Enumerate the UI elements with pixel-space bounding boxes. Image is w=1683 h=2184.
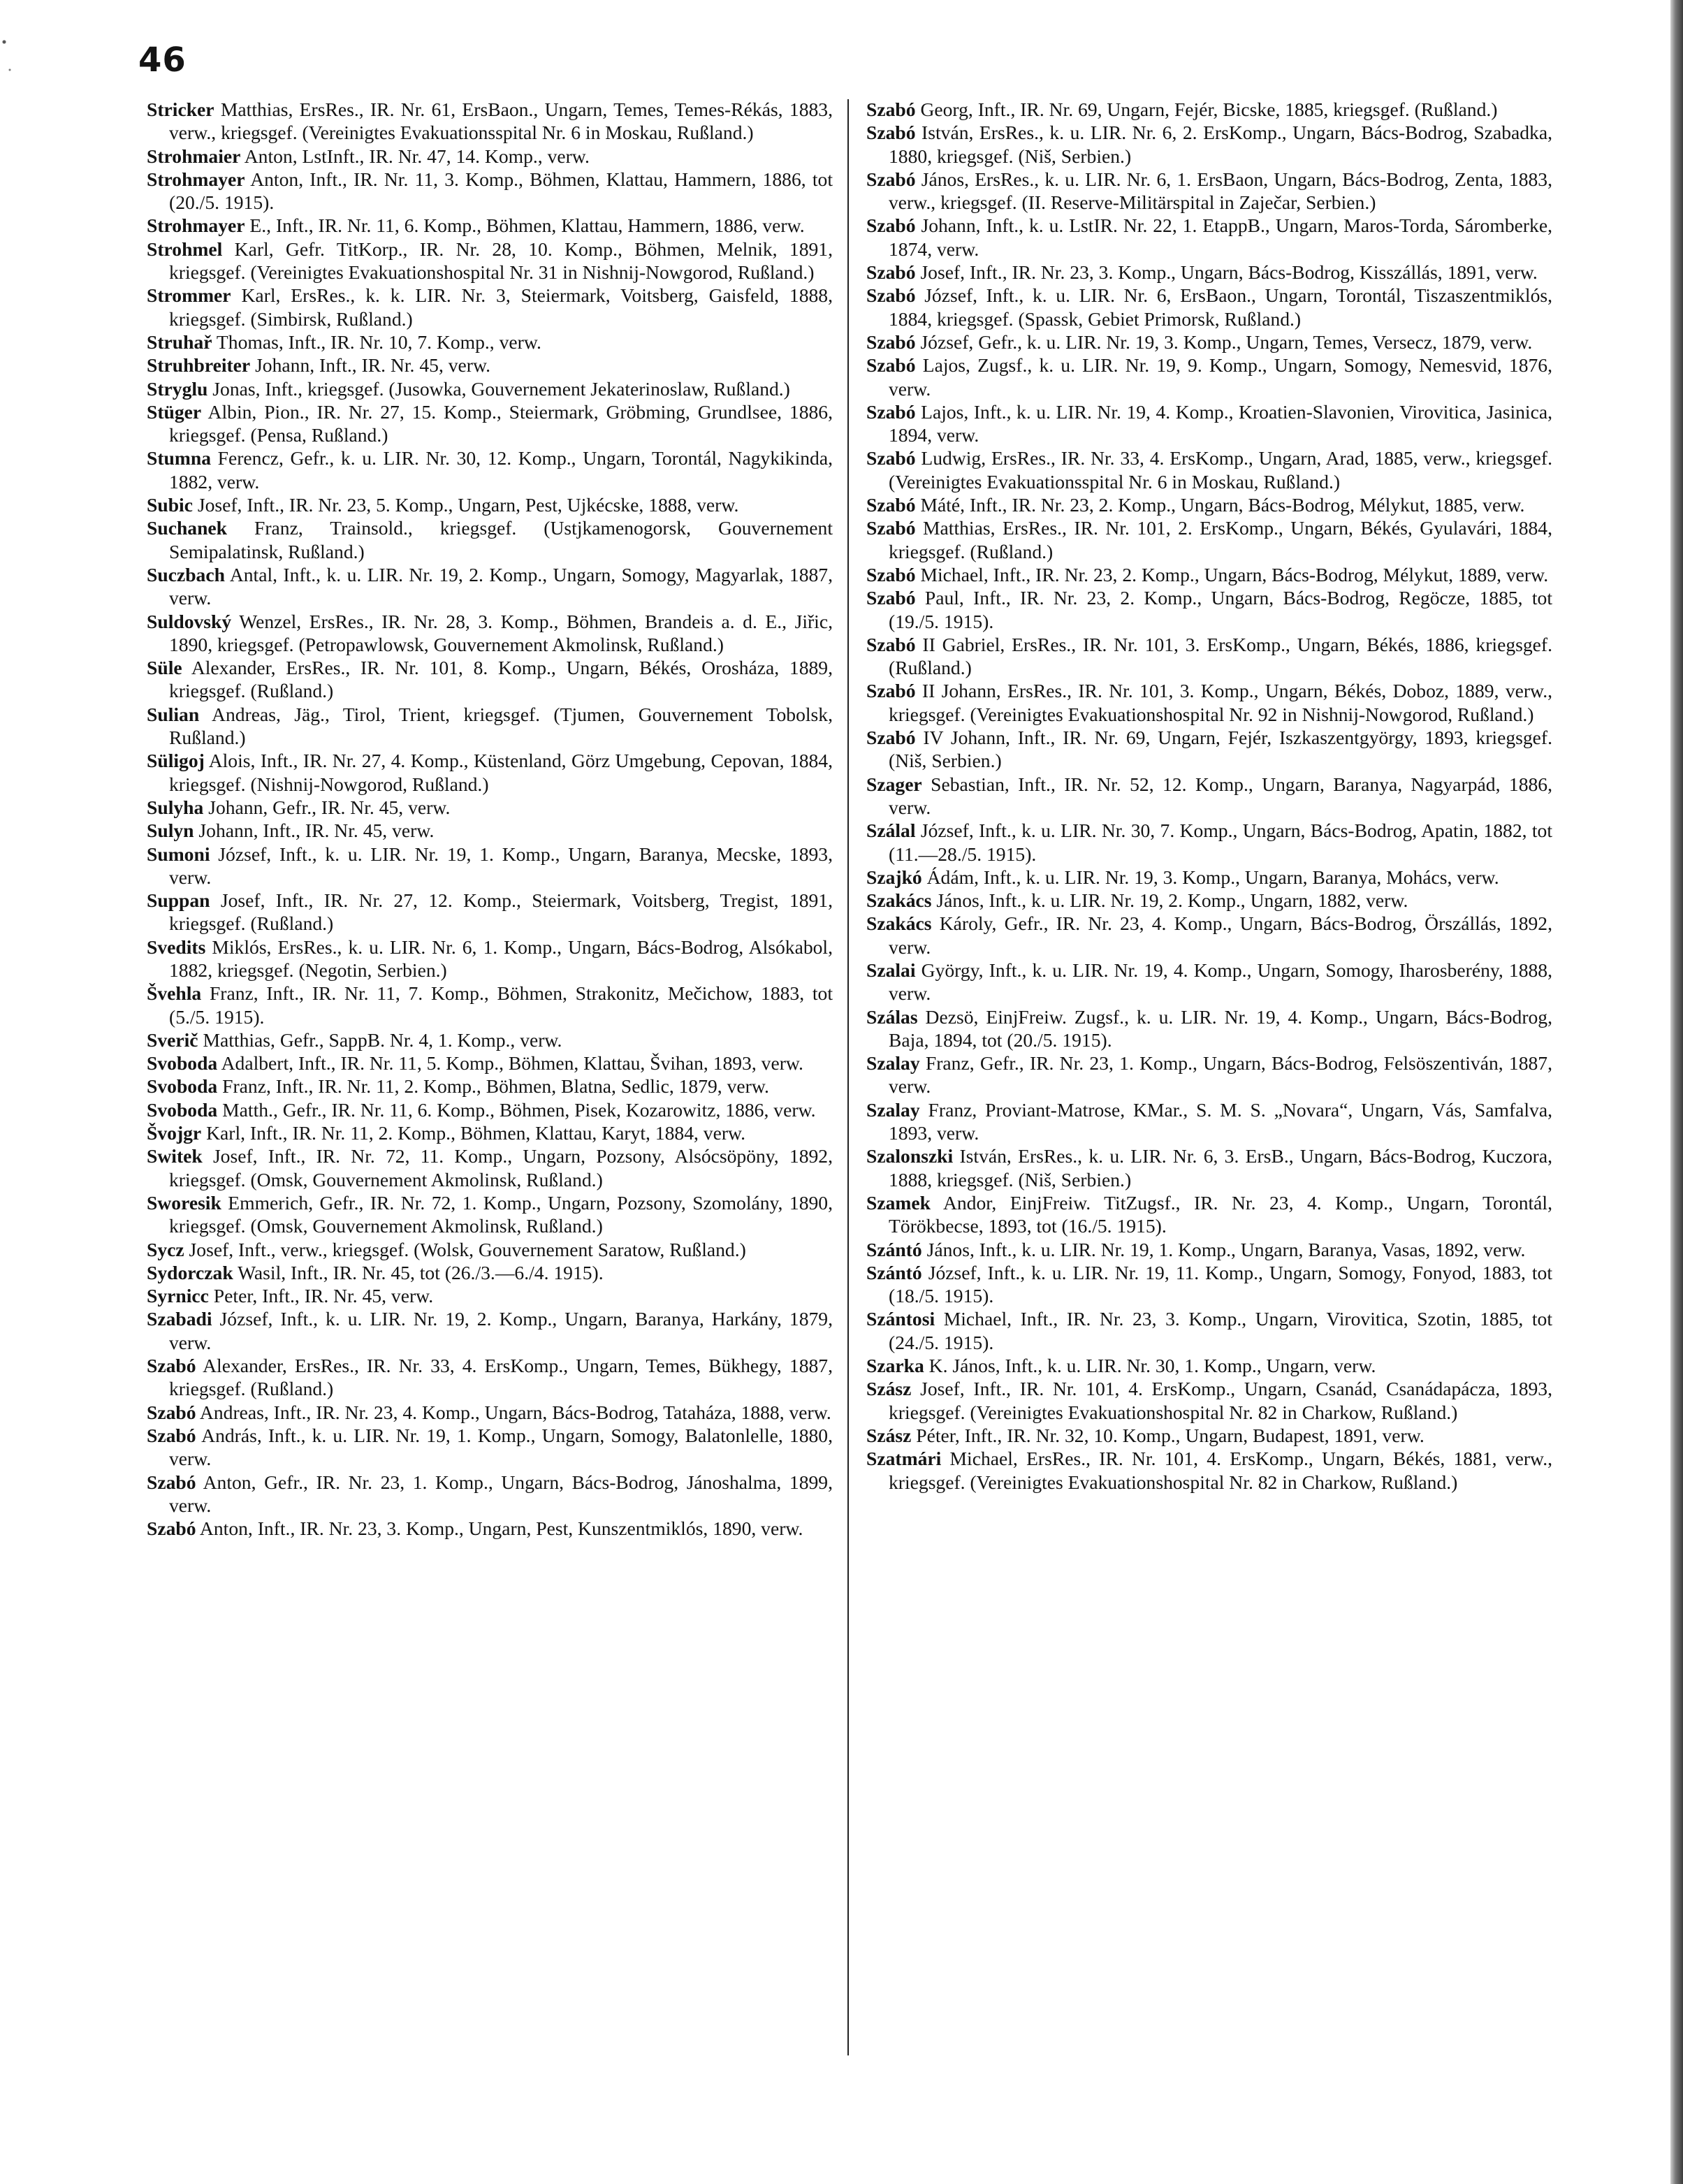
column-divider bbox=[847, 99, 849, 2055]
entry-details: Franz, Proviant-Matrose, KMar., S. M. S. „Novara“, Ungarn, Vás, Samfalva, 1893, verw. bbox=[889, 1098, 1552, 1144]
entry-surname: Szabó bbox=[147, 1355, 196, 1377]
entry-details: Franz, Inft., IR. Nr. 11, 2. Komp., Böhmen, Blatna, Sedlic, 1879, verw. bbox=[217, 1075, 769, 1098]
casualty-entry bbox=[147, 1261, 833, 1284]
casualty-entry bbox=[866, 1354, 1552, 1377]
casualty-entry bbox=[147, 563, 833, 610]
casualty-entry bbox=[147, 446, 833, 493]
casualty-entry bbox=[147, 982, 833, 1028]
casualty-entry bbox=[147, 330, 833, 354]
casualty-entry bbox=[866, 330, 1552, 354]
entry-details: József, Inft., k. u. LIR. Nr. 30, 7. Komp., Ungarn, Bács-Bodrog, Apatin, 1882, tot (11.—28./5. 1915). bbox=[889, 820, 1552, 865]
entry-surname: Szabó bbox=[866, 99, 916, 120]
entry-surname: Szalay bbox=[866, 1052, 920, 1075]
entry-details: Josef, Inft., verw., kriegsgef. (Wolsk, Gouvernement Saratow, Rußland.) bbox=[184, 1238, 746, 1260]
entry-surname: Szakács bbox=[866, 889, 932, 912]
entry-surname: Szabó bbox=[866, 727, 916, 749]
casualty-entry bbox=[866, 819, 1552, 866]
casualty-entry bbox=[147, 238, 833, 284]
casualty-entry bbox=[866, 1144, 1552, 1191]
casualty-entry bbox=[866, 214, 1552, 261]
entry-surname: Szabó bbox=[866, 680, 916, 702]
entry-surname: Szabó bbox=[866, 494, 916, 516]
entry-surname: Stumna bbox=[147, 447, 212, 469]
entry-surname: Szabó bbox=[866, 447, 916, 469]
entry-surname: Szabó bbox=[866, 587, 916, 609]
casualty-entry bbox=[147, 1121, 833, 1144]
entry-details: Franz, Trainsold., kriegsgef. (Ustjkamenogorsk, Gouvernement Semipalatinsk, Rußland.) bbox=[169, 517, 833, 562]
casualty-entry bbox=[866, 563, 1552, 586]
entry-details: Ferencz, Gefr., k. u. LIR. Nr. 30, 12. Komp., Ungarn, Torontál, Nagykikinda, 1882, verw. bbox=[169, 447, 833, 493]
entry-details: Péter, Inft., IR. Nr. 32, 10. Komp., Ungarn, Budapest, 1891, verw. bbox=[911, 1424, 1425, 1446]
entry-details: Michael, Inft., IR. Nr. 23, 3. Komp., Ungarn, Virovitica, Szotin, 1885, tot (24./5. 1915). bbox=[889, 1308, 1552, 1353]
entry-surname: Strohmayer bbox=[147, 214, 245, 237]
entry-details: Lajos, Zugsf., k. u. LIR. Nr. 19, 9. Komp., Ungarn, Somogy, Nemesvid, 1876, verw. bbox=[889, 354, 1552, 400]
casualty-entry bbox=[147, 819, 833, 842]
entry-surname: Szász bbox=[866, 1378, 912, 1400]
entry-surname: Suldovský bbox=[147, 610, 232, 632]
casualty-entry bbox=[147, 145, 833, 168]
casualty-entry bbox=[866, 633, 1552, 680]
casualty-entry bbox=[147, 1284, 833, 1307]
entry-surname: Sulian bbox=[147, 703, 200, 725]
entry-details: Lajos, Inft., k. u. LIR. Nr. 19, 4. Komp., Kroatien-Slavonien, Virovitica, Jasinica, 1894, verw. bbox=[889, 400, 1552, 446]
entry-surname: Szabó bbox=[866, 168, 916, 190]
casualty-entry bbox=[866, 1377, 1552, 1424]
casualty-entry bbox=[147, 796, 833, 819]
entry-details: Ádám, Inft., k. u. LIR. Nr. 19, 3. Komp., Ungarn, Baranya, Mohács, verw. bbox=[921, 866, 1499, 888]
casualty-entry bbox=[147, 749, 833, 796]
casualty-entry bbox=[866, 1051, 1552, 1098]
entry-details: István, ErsRes., k. u. LIR. Nr. 6, 3. ErsB., Ungarn, Bács-Bodrog, Kuczora, 1888, kriegsgef. (Niš, Serbien.) bbox=[889, 1145, 1552, 1191]
casualty-entry bbox=[147, 843, 833, 889]
casualty-entry bbox=[147, 98, 833, 145]
casualty-entry bbox=[866, 866, 1552, 889]
entry-surname: Strohmayer bbox=[147, 168, 245, 190]
casualty-entry bbox=[147, 168, 833, 214]
casualty-entry bbox=[147, 516, 833, 563]
entry-details: Franz, Inft., IR. Nr. 11, 7. Komp., Böhmen, Strakonitz, Mečichow, 1883, tot (5./5. 1915). bbox=[169, 982, 833, 1028]
casualty-entry bbox=[147, 1517, 833, 1540]
entry-details: János, Inft., k. u. LIR. Nr. 19, 2. Komp., Ungarn, 1882, verw. bbox=[931, 889, 1408, 912]
casualty-entry bbox=[147, 1471, 833, 1517]
casualty-entry bbox=[147, 1424, 833, 1471]
casualty-entry bbox=[866, 400, 1552, 447]
entry-surname: Szabó bbox=[866, 563, 916, 585]
entry-surname: Strohmel bbox=[147, 238, 223, 260]
entry-details: András, Inft., k. u. LIR. Nr. 19, 1. Komp., Ungarn, Somogy, Balatonlelle, 1880, verw. bbox=[169, 1424, 833, 1470]
casualty-entry bbox=[147, 1028, 833, 1051]
casualty-entry bbox=[147, 1075, 833, 1098]
entry-surname: Szabó bbox=[147, 1471, 196, 1493]
casualty-entry bbox=[866, 679, 1552, 726]
entry-surname: Szántó bbox=[866, 1261, 922, 1283]
entry-surname: Strommer bbox=[147, 284, 231, 307]
entry-details: Alexander, ErsRes., IR. Nr. 33, 4. ErsKomp., Ungarn, Temes, Bükhegy, 1887, kriegsgef. (Rußland.) bbox=[169, 1355, 833, 1400]
entry-surname: Szabó bbox=[866, 517, 916, 539]
entry-details: Miklós, ErsRes., k. u. LIR. Nr. 6, 1. Komp., Ungarn, Bács-Bodrog, Alsókabol, 1882, kriegsgef. (Negotin, Serbien.) bbox=[169, 936, 833, 981]
casualty-entry bbox=[866, 1098, 1552, 1145]
entry-surname: Szántosi bbox=[866, 1308, 935, 1330]
entry-details: Albin, Pion., IR. Nr. 27, 15. Komp., Steiermark, Gröbming, Grundlsee, 1886, kriegsgef. (Pensa, Rußland.) bbox=[169, 400, 833, 446]
casualty-entry bbox=[147, 1144, 833, 1191]
entry-details: Karl, Inft., IR. Nr. 11, 2. Komp., Böhmen, Klattau, Karyt, 1884, verw. bbox=[201, 1122, 746, 1144]
entry-surname: Sverič bbox=[147, 1028, 198, 1051]
entry-details: Johann, Inft., IR. Nr. 45, verw. bbox=[194, 820, 435, 842]
entry-details: Karl, Gefr. TitKorp., IR. Nr. 28, 10. Komp., Böhmen, Melnik, 1891, kriegsgef. (Vereinigtes Evakuationshospital Nr. 31 in Nishnij-Nowgorod, Rußland.) bbox=[169, 238, 833, 284]
entry-surname: Szabó bbox=[866, 354, 916, 377]
entry-surname: Strohmaier bbox=[147, 145, 241, 167]
entry-surname: Sydorczak bbox=[147, 1261, 233, 1283]
entry-surname: Švojgr bbox=[147, 1122, 202, 1144]
entry-details: Andor, EinjFreiw. TitZugsf., IR. Nr. 23, 4. Komp., Ungarn, Torontál, Törökbecse, 1893, tot (16./5. 1915). bbox=[889, 1191, 1552, 1237]
entry-surname: Struhbreiter bbox=[147, 354, 251, 377]
entry-surname: Szász bbox=[866, 1424, 912, 1446]
left-column bbox=[147, 98, 833, 1540]
entry-details: József, Inft., k. u. LIR. Nr. 19, 11. Komp., Ungarn, Somogy, Fonyod, 1883, tot (18./5. 1915). bbox=[889, 1261, 1552, 1307]
entry-surname: Szalai bbox=[866, 959, 916, 981]
casualty-entry bbox=[866, 446, 1552, 493]
entry-details: Ludwig, ErsRes., IR. Nr. 33, 4. ErsKomp., Ungarn, Arad, 1885, verw., kriegsgef. (Vereinigtes Evakuationsspital Nr. 6 in Moskau, Rußland.) bbox=[889, 447, 1552, 493]
entry-surname: Sulyha bbox=[147, 796, 204, 818]
casualty-entry bbox=[866, 889, 1552, 912]
scan-specks bbox=[0, 28, 15, 112]
entry-details: József, Inft., k. u. LIR. Nr. 19, 1. Komp., Ungarn, Baranya, Mecske, 1893, verw. bbox=[169, 843, 833, 888]
entry-details: Anton, Inft., IR. Nr. 11, 3. Komp., Böhmen, Klattau, Hammern, 1886, tot (20./5. 1915). bbox=[169, 168, 833, 214]
entry-details: József, Inft., k. u. LIR. Nr. 19, 2. Komp., Ungarn, Baranya, Harkány, 1879, verw. bbox=[169, 1308, 833, 1353]
entry-details: Matth., Gefr., IR. Nr. 11, 6. Komp., Böhmen, Pisek, Kozarowitz, 1886, verw. bbox=[217, 1098, 816, 1121]
entry-details: E., Inft., IR. Nr. 11, 6. Komp., Böhmen, Klattau, Hammern, 1886, verw. bbox=[245, 214, 805, 237]
casualty-entry bbox=[147, 703, 833, 750]
entry-surname: Svoboda bbox=[147, 1098, 218, 1121]
entry-details: Dezsö, EinjFreiw. Zugsf., k. u. LIR. Nr. 19, 4. Komp., Ungarn, Bács-Bodrog, Baja, 1894, tot (20./5. 1915). bbox=[889, 1005, 1552, 1051]
entry-surname: Szajkó bbox=[866, 866, 922, 888]
entry-surname: Syrnicc bbox=[147, 1285, 209, 1307]
entry-surname: Szabadi bbox=[147, 1308, 212, 1330]
casualty-entry bbox=[866, 726, 1552, 773]
entry-surname: Szalay bbox=[866, 1098, 920, 1121]
casualty-entry bbox=[147, 377, 833, 400]
entry-details: Andreas, Inft., IR. Nr. 23, 4. Komp., Ungarn, Bács-Bodrog, Tataháza, 1888, verw. bbox=[196, 1401, 831, 1423]
entry-surname: Szálal bbox=[866, 820, 916, 842]
entry-surname: Szabó bbox=[866, 284, 916, 307]
entry-details: Michael, Inft., IR. Nr. 23, 2. Komp., Ungarn, Bács-Bodrog, Mélykut, 1889, verw. bbox=[915, 563, 1549, 585]
entry-details: Antal, Inft., k. u. LIR. Nr. 19, 2. Komp., Ungarn, Somogy, Magyarlak, 1887, verw. bbox=[169, 563, 833, 609]
entry-surname: Szántó bbox=[866, 1238, 922, 1260]
entry-details: János, Inft., k. u. LIR. Nr. 19, 1. Komp., Ungarn, Baranya, Vasas, 1892, verw. bbox=[921, 1238, 1526, 1260]
entry-surname: Süle bbox=[147, 657, 182, 679]
entry-surname: Szabó bbox=[866, 122, 916, 144]
entry-details: János, ErsRes., k. u. LIR. Nr. 6, 1. ErsBaon, Ungarn, Bács-Bodrog, Zenta, 1883, verw., kriegsgef. (II. Reserve-Militärspital in Zaječar, Serbien.) bbox=[889, 168, 1552, 214]
entry-surname: Szabó bbox=[866, 261, 916, 284]
entry-surname: Szabó bbox=[866, 214, 916, 237]
entry-surname: Sworesik bbox=[147, 1191, 221, 1214]
entry-details: Károly, Gefr., IR. Nr. 23, 4. Komp., Ungarn, Bács-Bodrog, Örszállás, 1892, verw. bbox=[889, 912, 1552, 958]
entry-details: Matthias, ErsRes., IR. Nr. 101, 2. ErsKomp., Ungarn, Békés, Gyulavári, 1884, kriegsgef. (Rußland.) bbox=[889, 517, 1552, 562]
casualty-entry bbox=[866, 261, 1552, 284]
entry-surname: Szabó bbox=[147, 1424, 196, 1446]
entry-details: Anton, LstInft., IR. Nr. 47, 14. Komp., verw. bbox=[240, 145, 590, 167]
entry-details: Sebastian, Inft., IR. Nr. 52, 12. Komp., Ungarn, Baranya, Nagyarpád, 1886, verw. bbox=[889, 773, 1552, 818]
entry-details: II Johann, ErsRes., IR. Nr. 101, 3. Komp., Ungarn, Békés, Doboz, 1889, verw., kriegsgef. (Vereinigtes Evakuationshospital Nr. 92 in Nishnij-Nowgorod, Rußland.) bbox=[889, 680, 1552, 725]
entry-details: Karl, ErsRes., k. k. LIR. Nr. 3, Steiermark, Voitsberg, Gaisfeld, 1888, kriegsgef. (Simbirsk, Rußland.) bbox=[169, 284, 833, 330]
entry-surname: Stricker bbox=[147, 99, 214, 120]
casualty-entry bbox=[147, 1354, 833, 1401]
casualty-entry bbox=[147, 1238, 833, 1261]
entry-details: Matthias, Gefr., SappB. Nr. 4, 1. Komp., verw. bbox=[198, 1028, 562, 1051]
entry-details: Adalbert, Inft., IR. Nr. 11, 5. Komp., Böhmen, Klattau, Švihan, 1893, verw. bbox=[217, 1052, 803, 1075]
casualty-entry bbox=[866, 1424, 1552, 1447]
entry-surname: Suchanek bbox=[147, 517, 228, 539]
casualty-entry bbox=[866, 1005, 1552, 1052]
entry-surname: Svoboda bbox=[147, 1075, 218, 1098]
entry-details: Wenzel, ErsRes., IR. Nr. 28, 3. Komp., Böhmen, Brandeis a. d. E., Jiřic, 1890, kriegsgef. (Petropawlowsk, Gouvernement Akmolinsk, Rußland.) bbox=[169, 610, 833, 655]
entry-surname: Szalonszki bbox=[866, 1145, 954, 1167]
right-column bbox=[866, 98, 1552, 1494]
entry-details: IV Johann, Inft., IR. Nr. 69, Ungarn, Fejér, Iszkaszentgyörgy, 1893, kriegsgef. (Niš, Serbien.) bbox=[889, 727, 1552, 772]
page-number: 46 bbox=[138, 41, 187, 80]
casualty-entry bbox=[147, 656, 833, 703]
casualty-entry bbox=[147, 1051, 833, 1075]
entry-surname: Stryglu bbox=[147, 377, 208, 400]
entry-surname: Szabó bbox=[147, 1517, 196, 1540]
casualty-entry bbox=[147, 354, 833, 377]
entry-details: Emmerich, Gefr., IR. Nr. 72, 1. Komp., Ungarn, Pozsony, Szomolány, 1890, kriegsgef. (Omsk, Gouvernement Akmolinsk, Rußland.) bbox=[169, 1191, 833, 1237]
entry-details: Josef, Inft., IR. Nr. 72, 11. Komp., Ungarn, Pozsony, Alsócsöpöny, 1892, kriegsgef. (Omsk, Gouvernement Akmolinsk, Rußland.) bbox=[169, 1145, 833, 1191]
casualty-entry bbox=[866, 284, 1552, 330]
scan-edge-shadow bbox=[1670, 0, 1683, 2184]
entry-surname: Szabó bbox=[866, 400, 916, 423]
entry-details: Josef, Inft., IR. Nr. 101, 4. ErsKomp., Ungarn, Csanád, Csanádapácza, 1893, kriegsgef. (Vereinigtes Evakuationshospital Nr. 82 in Charkow, Rußland.) bbox=[889, 1378, 1552, 1423]
casualty-entry bbox=[147, 936, 833, 982]
entry-details: Wasil, Inft., IR. Nr. 45, tot (26./3.—6./4. 1915). bbox=[233, 1261, 604, 1283]
entry-surname: Subic bbox=[147, 494, 193, 516]
entry-details: Johann, Inft., k. u. LstIR. Nr. 22, 1. EtappB., Ungarn, Maros-Torda, Sáromberke, 1874, verw. bbox=[889, 214, 1552, 260]
casualty-entry bbox=[147, 1307, 833, 1354]
casualty-entry bbox=[147, 493, 833, 516]
entry-details: Paul, Inft., IR. Nr. 23, 2. Komp., Ungarn, Bács-Bodrog, Regöcze, 1885, tot (19./5. 1915). bbox=[889, 587, 1552, 632]
entry-details: K. János, Inft., k. u. LIR. Nr. 30, 1. Komp., Ungarn, verw. bbox=[924, 1355, 1376, 1377]
entry-surname: Svoboda bbox=[147, 1052, 218, 1075]
casualty-entry bbox=[147, 400, 833, 447]
entry-details: II Gabriel, ErsRes., IR. Nr. 101, 3. ErsKomp., Ungarn, Békés, 1886, kriegsgef. (Rußland.) bbox=[889, 633, 1552, 679]
entry-surname: Switek bbox=[147, 1145, 203, 1167]
entry-details: Alexander, ErsRes., IR. Nr. 101, 8. Komp., Ungarn, Békés, Orosháza, 1889, kriegsgef. (Rußland.) bbox=[169, 657, 833, 702]
entry-surname: Svedits bbox=[147, 936, 206, 958]
entry-details: Alois, Inft., IR. Nr. 27, 4. Komp., Küstenland, Görz Umgebung, Cepovan, 1884, kriegsgef. (Nishnij-Nowgorod, Rußland.) bbox=[169, 750, 833, 795]
entry-surname: Suppan bbox=[147, 889, 210, 912]
casualty-entry bbox=[147, 1191, 833, 1238]
entry-details: Josef, Inft., IR. Nr. 23, 5. Komp., Ungarn, Pest, Ujkécske, 1888, verw. bbox=[192, 494, 739, 516]
entry-surname: Suczbach bbox=[147, 563, 225, 585]
entry-details: Máté, Inft., IR. Nr. 23, 2. Komp., Ungarn, Bács-Bodrog, Mélykut, 1885, verw. bbox=[915, 494, 1525, 516]
entry-surname: Szatmári bbox=[866, 1448, 942, 1470]
entry-details: Michael, ErsRes., IR. Nr. 101, 4. ErsKomp., Ungarn, Békés, 1881, verw., kriegsgef. (Vereinigtes Evakuationshospital Nr. 82 in Charkow, Rußland.) bbox=[889, 1448, 1552, 1493]
entry-details: József, Inft., k. u. LIR. Nr. 6, ErsBaon., Ungarn, Torontál, Tiszaszentmiklós, 1884, kriegsgef. (Spassk, Gebiet Primorsk, Rußland.) bbox=[889, 284, 1552, 330]
casualty-entry bbox=[147, 610, 833, 657]
entry-details: Franz, Gefr., IR. Nr. 23, 1. Komp., Ungarn, Bács-Bodrog, Felsöszentiván, 1887, verw. bbox=[889, 1052, 1552, 1098]
casualty-entry bbox=[147, 214, 833, 237]
entry-details: Georg, Inft., IR. Nr. 69, Ungarn, Fejér, Bicske, 1885, kriegsgef. (Rußland.) bbox=[915, 99, 1498, 120]
entry-details: József, Gefr., k. u. LIR. Nr. 19, 3. Komp., Ungarn, Temes, Versecz, 1879, verw. bbox=[915, 330, 1533, 353]
casualty-entry bbox=[866, 354, 1552, 400]
entry-details: István, ErsRes., k. u. LIR. Nr. 6, 2. ErsKomp., Ungarn, Bács-Bodrog, Szabadka, 1880, kriegsgef. (Niš, Serbien.) bbox=[889, 122, 1552, 167]
casualty-entry bbox=[866, 1238, 1552, 1261]
entry-details: Johann, Inft., IR. Nr. 45, verw. bbox=[250, 354, 491, 377]
entry-surname: Szakács bbox=[866, 912, 932, 935]
entry-details: György, Inft., k. u. LIR. Nr. 19, 4. Komp., Ungarn, Somogy, Iharosberény, 1888, verw. bbox=[889, 959, 1552, 1005]
casualty-entry bbox=[866, 1447, 1552, 1494]
entry-surname: Szabó bbox=[147, 1401, 196, 1423]
casualty-entry bbox=[866, 98, 1552, 121]
entry-surname: Sycz bbox=[147, 1238, 184, 1260]
casualty-entry bbox=[147, 1098, 833, 1121]
casualty-entry bbox=[866, 1307, 1552, 1354]
casualty-entry bbox=[866, 912, 1552, 959]
casualty-entry bbox=[147, 284, 833, 330]
entry-surname: Sumoni bbox=[147, 843, 210, 865]
entry-details: Josef, Inft., IR. Nr. 27, 12. Komp., Steiermark, Voitsberg, Tregist, 1891, kriegsgef. (Rußland.) bbox=[169, 889, 833, 935]
casualty-entry bbox=[866, 493, 1552, 516]
casualty-entry bbox=[866, 586, 1552, 633]
entry-details: Johann, Gefr., IR. Nr. 45, verw. bbox=[203, 796, 451, 818]
entry-surname: Švehla bbox=[147, 982, 202, 1005]
entry-surname: Szarka bbox=[866, 1355, 924, 1377]
casualty-entry bbox=[866, 516, 1552, 563]
entry-surname: Sulyn bbox=[147, 820, 194, 842]
entry-details: Matthias, ErsRes., IR. Nr. 61, ErsBaon., Ungarn, Temes, Temes-Rékás, 1883, verw., kriegsgef. (Vereinigtes Evakuationsspital Nr. 6 in Moskau, Rußland.) bbox=[169, 99, 833, 144]
entry-details: Andreas, Jäg., Tirol, Trient, kriegsgef. (Tjumen, Gouvernement Tobolsk, Rußland.) bbox=[169, 703, 833, 749]
entry-surname: Stüger bbox=[147, 400, 202, 423]
entry-surname: Süligoj bbox=[147, 750, 205, 772]
entry-details: Thomas, Inft., IR. Nr. 10, 7. Komp., verw. bbox=[212, 330, 541, 353]
casualty-entry bbox=[147, 1401, 833, 1424]
entry-surname: Szager bbox=[866, 773, 922, 795]
entry-surname: Szabó bbox=[866, 633, 916, 655]
entry-surname: Struhař bbox=[147, 330, 212, 353]
casualty-entry bbox=[866, 1191, 1552, 1238]
casualty-entry bbox=[866, 773, 1552, 820]
entry-details: Anton, Gefr., IR. Nr. 23, 1. Komp., Ungarn, Bács-Bodrog, Jánoshalma, 1899, verw. bbox=[169, 1471, 833, 1516]
entry-surname: Szálas bbox=[866, 1005, 918, 1028]
casualty-entry bbox=[866, 959, 1552, 1005]
casualty-entry bbox=[866, 168, 1552, 214]
entry-surname: Szabó bbox=[866, 330, 916, 353]
casualty-entry bbox=[866, 1261, 1552, 1308]
entry-details: Anton, Inft., IR. Nr. 23, 3. Komp., Ungarn, Pest, Kunszentmiklós, 1890, verw. bbox=[196, 1517, 803, 1540]
entry-details: Josef, Inft., IR. Nr. 23, 3. Komp., Ungarn, Bács-Bodrog, Kisszállás, 1891, verw. bbox=[915, 261, 1538, 284]
entry-details: Peter, Inft., IR. Nr. 45, verw. bbox=[208, 1285, 434, 1307]
casualty-entry bbox=[866, 121, 1552, 168]
entry-surname: Szamek bbox=[866, 1191, 931, 1214]
casualty-entry bbox=[147, 889, 833, 936]
entry-details: Jonas, Inft., kriegsgef. (Jusowka, Gouvernement Jekaterinoslaw, Rußland.) bbox=[207, 377, 790, 400]
